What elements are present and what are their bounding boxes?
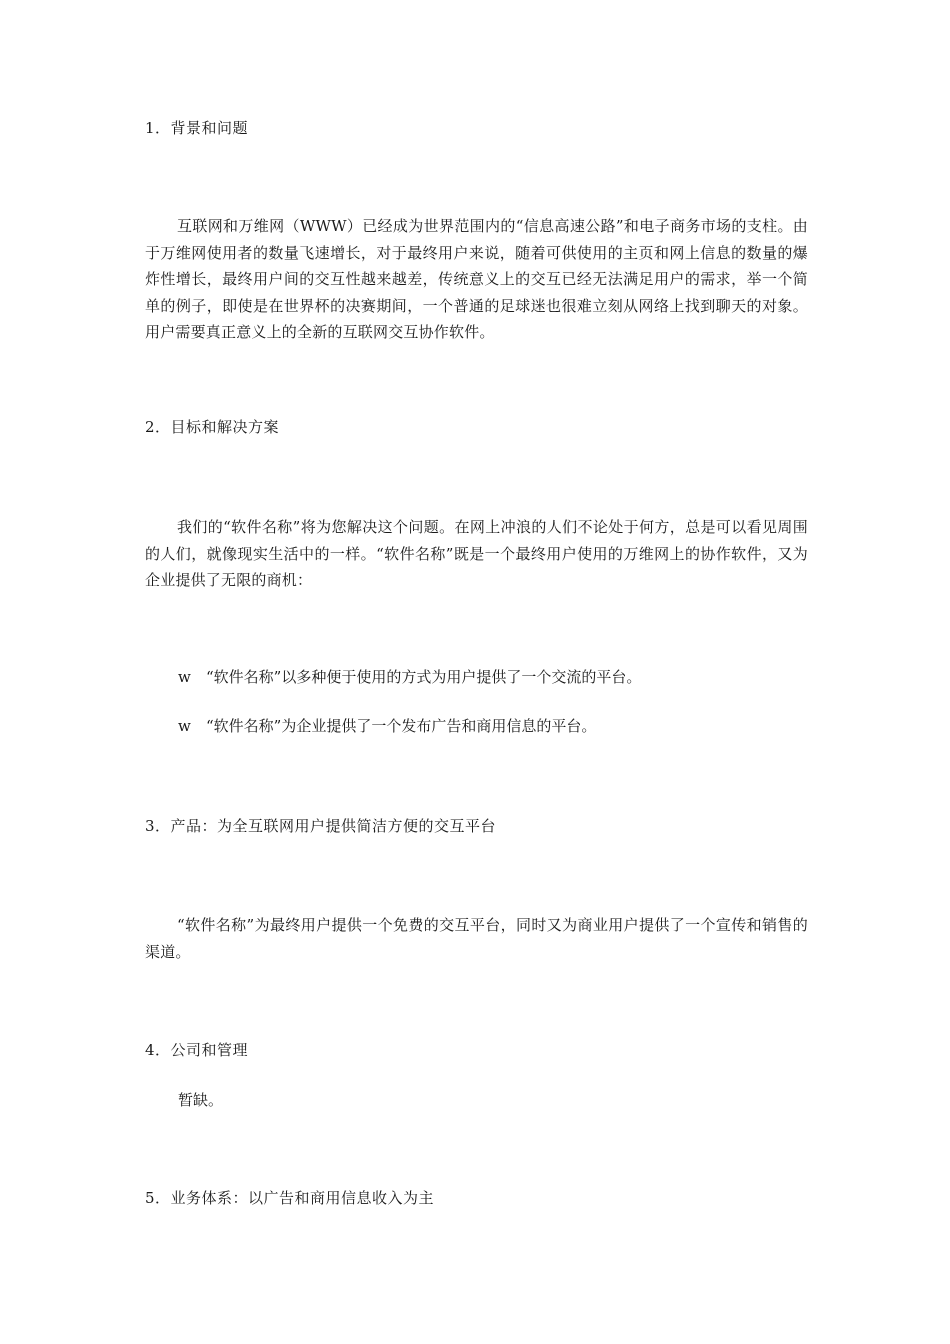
bullet-marker: w xyxy=(178,717,191,735)
bullet-text: “软件名称”为企业提供了一个发布广告和商用信息的平台。 xyxy=(206,717,597,735)
section-2-paragraph: 我们的“软件名称”将为您解决这个问题。在网上冲浪的人们不论处于何方，总是可以看见周围的人们，就像现实生活中的一样。“软件名称”既是一个最终用户使用的万维网上的协作软件，又为企业提供了无限的商机： xyxy=(145,518,808,589)
section-3-paragraph: “软件名称”为最终用户提供一个免费的交互平台，同时又为商业用户提供了一个宣传和销售的渠道。 xyxy=(145,916,808,961)
section-4-paragraph: 暂缺。 xyxy=(178,1091,224,1109)
section-1-paragraph: 互联网和万维网（WWW）已经成为世界范围内的“信息高速公路”和电子商务市场的支柱。由于万维网使用者的数量飞速增长，对于最终用户来说，随着可供使用的主页和网上信息的数量的爆炸性增长，最终用户间的交互性越来越差，传统意义上的交互已经无法满足用户的需求，举一个简单的例子，即使是在世界杯的决赛期间，一个普通的足球迷也很难立刻从网络上找到聊天的对象。用户需要真正意义上的全新的互联网交互协作软件。 xyxy=(145,217,808,341)
section-2-heading: 2．目标和解决方案 xyxy=(145,418,280,436)
section-3-heading: 3．产品：为全互联网用户提供简洁方便的交互平台 xyxy=(145,817,497,835)
bullet-item xyxy=(178,716,596,736)
section-5-heading: 5．业务体系：以广告和商用信息收入为主 xyxy=(145,1189,435,1207)
bullet-marker: w xyxy=(178,668,191,686)
bullet-item xyxy=(178,667,641,687)
bullet-text: “软件名称”以多种便于使用的方式为用户提供了一个交流的平台。 xyxy=(206,668,642,686)
section-1-heading: 1．背景和问题 xyxy=(145,119,249,137)
section-4-heading: 4．公司和管理 xyxy=(145,1041,249,1059)
